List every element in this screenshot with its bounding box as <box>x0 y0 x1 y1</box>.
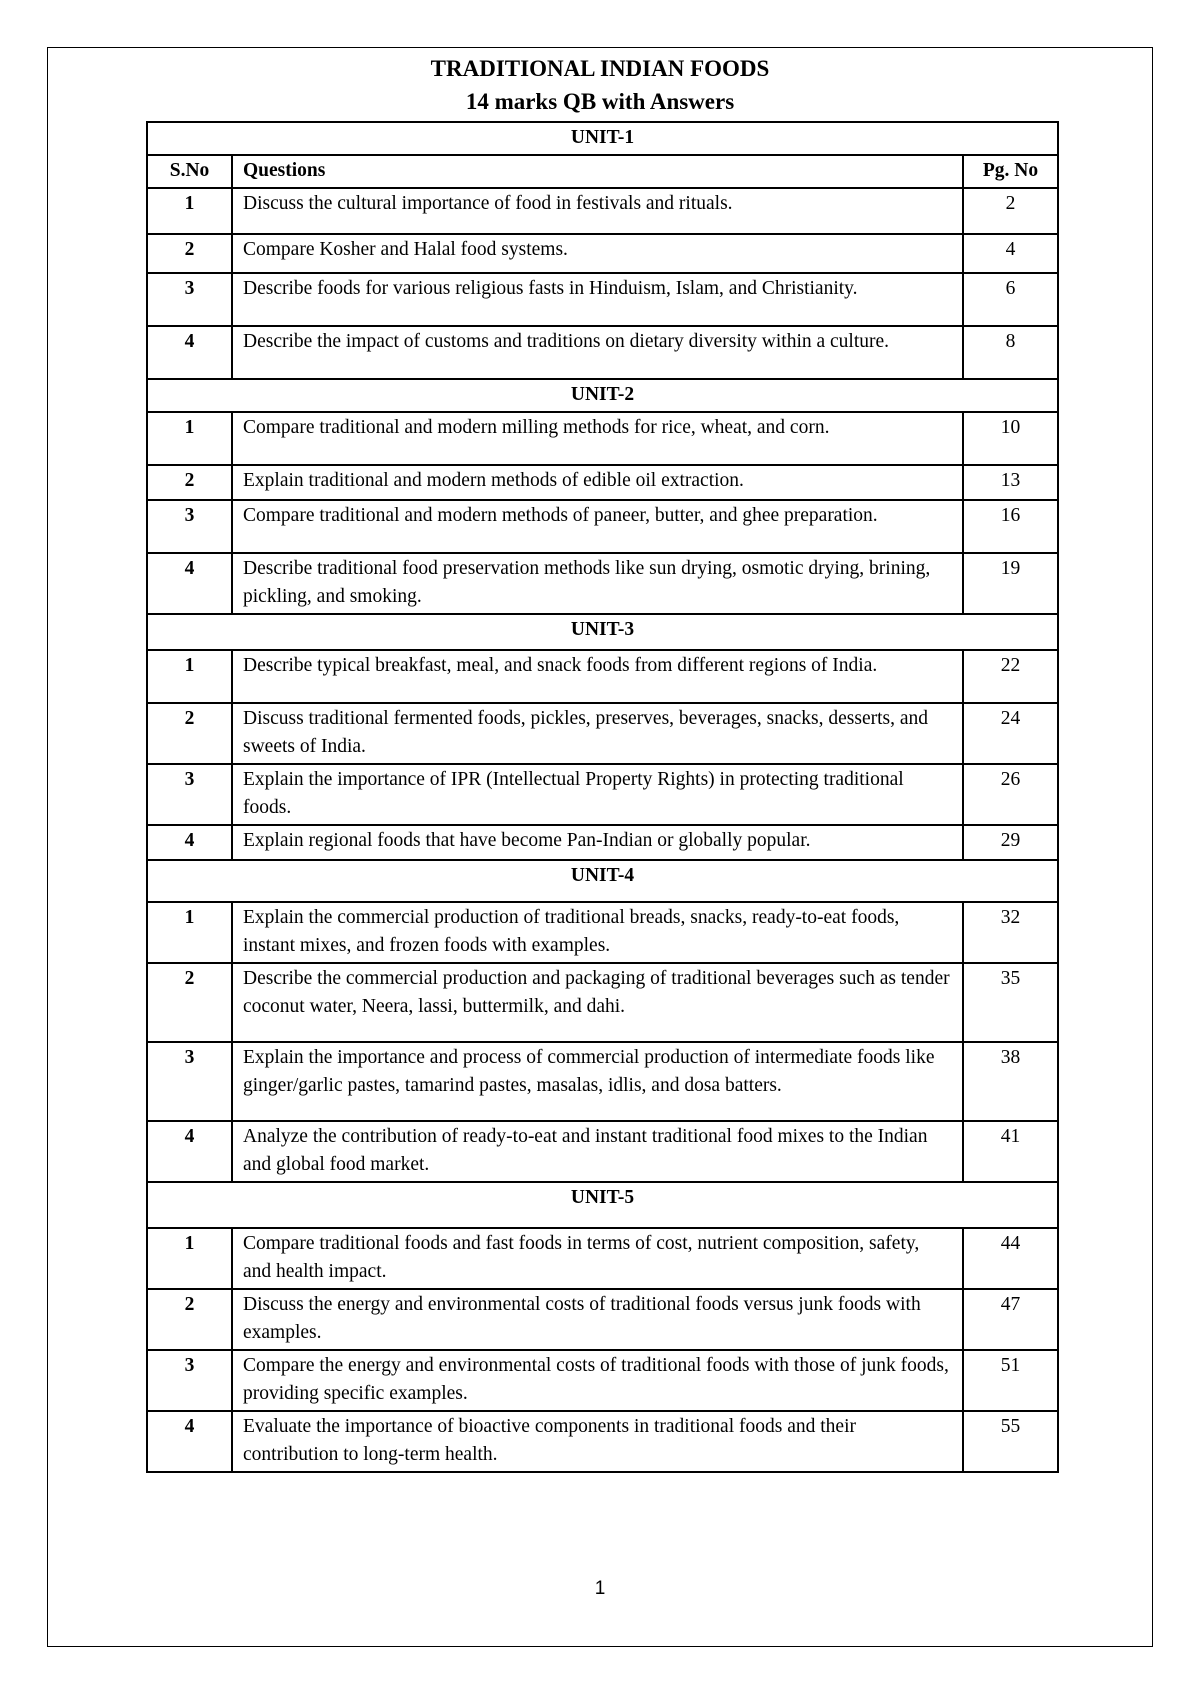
unit-header-row <box>147 122 1058 155</box>
question-text: Analyze the contribution of ready-to-eat and instant traditional food mixes to the Indian and global food market. <box>232 1121 963 1182</box>
question-text: Compare traditional and modern methods of paneer, butter, and ghee preparation. <box>232 500 963 553</box>
page-ref: 55 <box>963 1411 1058 1472</box>
question-text: Discuss traditional fermented foods, pickles, preserves, beverages, snacks, desserts, and sweets of India. <box>232 703 963 764</box>
serial-number: 2 <box>147 234 232 273</box>
serial-number: 3 <box>147 764 232 825</box>
page-ref: 35 <box>963 963 1058 1042</box>
question-row <box>147 188 1058 234</box>
question-row <box>147 326 1058 379</box>
document-title: TRADITIONAL INDIAN FOODS <box>430 56 770 81</box>
question-row <box>147 553 1058 614</box>
question-text: Compare traditional and modern milling methods for rice, wheat, and corn. <box>232 412 963 465</box>
page-ref: 26 <box>963 764 1058 825</box>
question-row <box>147 1411 1058 1472</box>
question-row <box>147 1042 1058 1121</box>
page-ref: 6 <box>963 273 1058 326</box>
question-row <box>147 650 1058 703</box>
question-text: Evaluate the importance of bioactive components in traditional foods and their contribution to long-term health. <box>232 1411 963 1472</box>
unit-header-row <box>147 1182 1058 1228</box>
question-text: Compare traditional foods and fast foods in terms of cost, nutrient composition, safety, and health impact. <box>232 1228 963 1289</box>
page-ref: 32 <box>963 902 1058 963</box>
question-bank-table <box>146 121 1059 1473</box>
question-text: Describe typical breakfast, meal, and snack foods from different regions of India. <box>232 650 963 703</box>
question-row <box>147 764 1058 825</box>
question-text: Discuss the cultural importance of food in festivals and rituals. <box>232 188 963 234</box>
serial-number: 2 <box>147 703 232 764</box>
question-row <box>147 234 1058 273</box>
question-row <box>147 1289 1058 1350</box>
question-text: Discuss the energy and environmental costs of traditional foods versus junk foods with examples. <box>232 1289 963 1350</box>
serial-number: 3 <box>147 273 232 326</box>
question-row <box>147 963 1058 1042</box>
page-ref: 51 <box>963 1350 1058 1411</box>
serial-number: 2 <box>147 1289 232 1350</box>
header-sno: S.No <box>147 155 232 188</box>
unit-label: UNIT-5 <box>147 1182 1058 1228</box>
serial-number: 3 <box>147 500 232 553</box>
unit-header-row <box>147 379 1058 412</box>
question-text: Compare the energy and environmental costs of traditional foods with those of junk foods, providing specific examples. <box>232 1350 963 1411</box>
question-row <box>147 1350 1058 1411</box>
serial-number: 3 <box>147 1042 232 1121</box>
question-text: Explain traditional and modern methods of edible oil extraction. <box>232 465 963 500</box>
column-header-row <box>147 155 1058 188</box>
serial-number: 2 <box>147 465 232 500</box>
serial-number: 2 <box>147 963 232 1042</box>
page-ref: 22 <box>963 650 1058 703</box>
question-row <box>147 273 1058 326</box>
document-subtitle: 14 marks QB with Answers <box>465 89 735 114</box>
question-row <box>147 465 1058 500</box>
serial-number: 1 <box>147 650 232 703</box>
question-text: Explain the importance of IPR (Intellectual Property Rights) in protecting traditional foods. <box>232 764 963 825</box>
page-ref: 41 <box>963 1121 1058 1182</box>
page-ref: 16 <box>963 500 1058 553</box>
question-row <box>147 902 1058 963</box>
page-ref: 8 <box>963 326 1058 379</box>
serial-number: 3 <box>147 1350 232 1411</box>
serial-number: 4 <box>147 553 232 614</box>
question-text: Explain the importance and process of commercial production of intermediate foods like ginger/garlic pastes, tamarind pastes, masalas, idlis, and dosa batters. <box>232 1042 963 1121</box>
title-block <box>0 52 1200 118</box>
serial-number: 1 <box>147 1228 232 1289</box>
page-ref: 29 <box>963 825 1058 860</box>
unit-label: UNIT-2 <box>147 379 1058 412</box>
serial-number: 4 <box>147 326 232 379</box>
question-row <box>147 1121 1058 1182</box>
question-bank-body <box>147 122 1058 1472</box>
question-text: Describe traditional food preservation methods like sun drying, osmotic drying, brining, pickling, and smoking. <box>232 553 963 614</box>
serial-number: 1 <box>147 902 232 963</box>
serial-number: 1 <box>147 188 232 234</box>
page-ref: 10 <box>963 412 1058 465</box>
question-row <box>147 1228 1058 1289</box>
question-row <box>147 412 1058 465</box>
question-text: Describe the impact of customs and traditions on dietary diversity within a culture. <box>232 326 963 379</box>
serial-number: 4 <box>147 1411 232 1472</box>
question-text: Describe the commercial production and packaging of traditional beverages such as tender coconut water, Neera, lassi, buttermilk, and dahi. <box>232 963 963 1042</box>
page-number: 1 <box>594 1578 606 1599</box>
serial-number: 4 <box>147 1121 232 1182</box>
page-ref: 24 <box>963 703 1058 764</box>
question-row <box>147 825 1058 860</box>
unit-label: UNIT-3 <box>147 614 1058 650</box>
page-ref: 38 <box>963 1042 1058 1121</box>
page-ref: 4 <box>963 234 1058 273</box>
page-ref: 19 <box>963 553 1058 614</box>
page-ref: 13 <box>963 465 1058 500</box>
header-page-no: Pg. No <box>963 155 1058 188</box>
page-ref: 44 <box>963 1228 1058 1289</box>
page-ref: 2 <box>963 188 1058 234</box>
unit-label: UNIT-4 <box>147 860 1058 902</box>
unit-label: UNIT-1 <box>147 122 1058 155</box>
page-ref: 47 <box>963 1289 1058 1350</box>
header-questions: Questions <box>232 155 963 188</box>
serial-number: 1 <box>147 412 232 465</box>
question-text: Explain regional foods that have become Pan-Indian or globally popular. <box>232 825 963 860</box>
question-text: Explain the commercial production of traditional breads, snacks, ready-to-eat foods, instant mixes, and frozen foods with examples. <box>232 902 963 963</box>
question-text: Compare Kosher and Halal food systems. <box>232 234 963 273</box>
serial-number: 4 <box>147 825 232 860</box>
question-row <box>147 703 1058 764</box>
unit-header-row <box>147 614 1058 650</box>
unit-header-row <box>147 860 1058 902</box>
question-row <box>147 500 1058 553</box>
question-text: Describe foods for various religious fasts in Hinduism, Islam, and Christianity. <box>232 273 963 326</box>
